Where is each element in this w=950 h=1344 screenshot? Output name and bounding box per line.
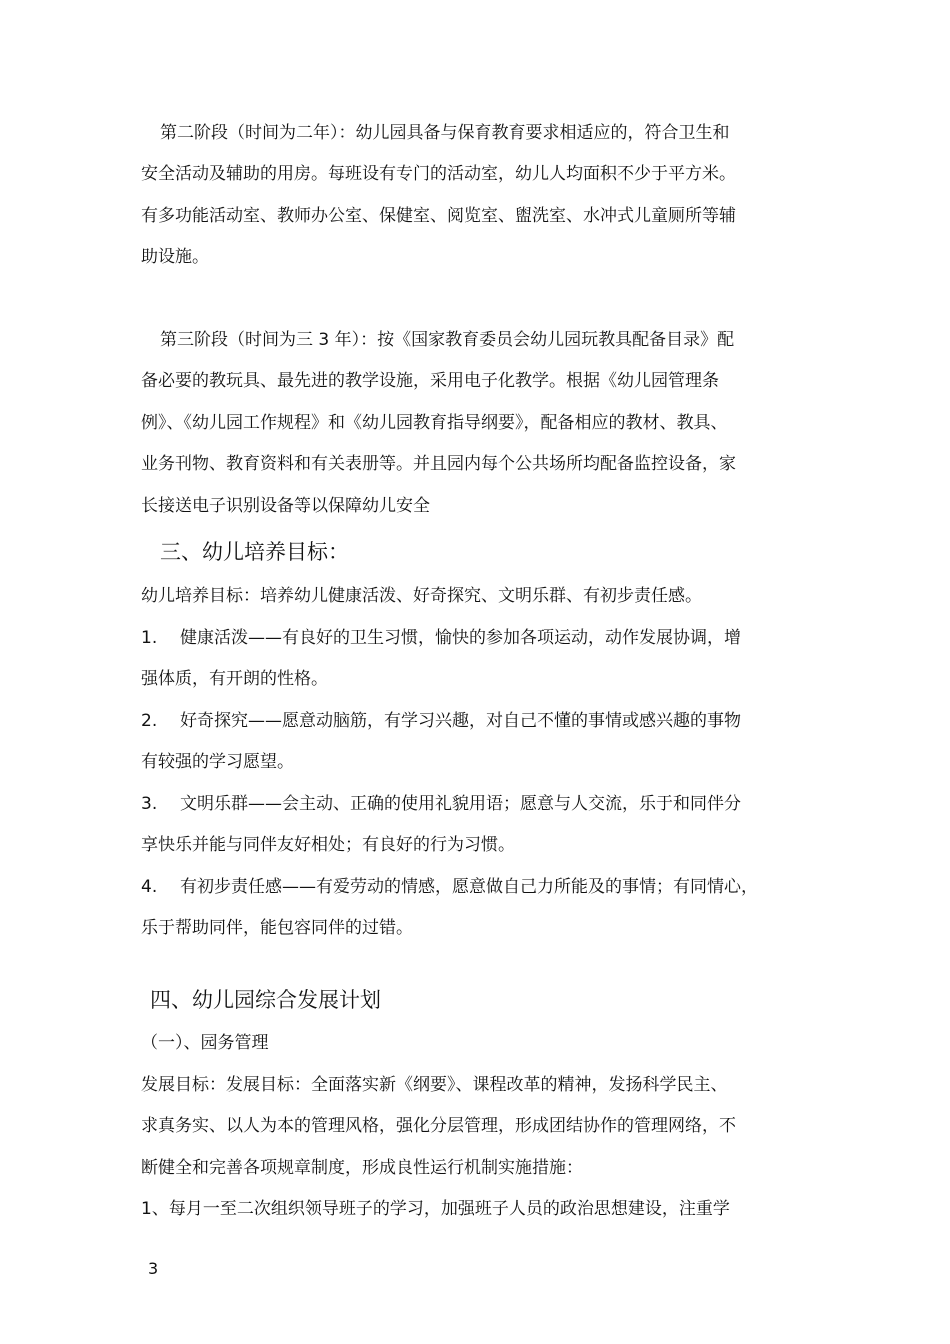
- section3-line: 长接送电子识别设备等以保障幼儿安全: [141, 496, 430, 516]
- dev-line: 发展目标：发展目标：全面落实新《纲要》、课程改革的精神，发扬科学民主、: [141, 1075, 728, 1095]
- goal-number: 4.: [141, 877, 158, 897]
- goal-item: [141, 792, 741, 816]
- page-number: 3: [148, 1259, 159, 1278]
- goal-text: 有初步责任感——有爱劳动的情感，愿意做自己力所能及的事情；有同情心，: [180, 877, 758, 897]
- goal-number: 1.: [141, 628, 158, 648]
- section3-line: 例》、《幼儿园工作规程》和《幼儿园教育指导纲要》，配备相应的教材、教具、: [141, 413, 728, 433]
- goal-text-continued: 乐于帮助同伴，能包容同伴的过错。: [141, 918, 413, 938]
- subheading-administration: （一）、园务管理: [141, 1033, 269, 1053]
- goal-item: [141, 709, 741, 733]
- goal-item: [141, 875, 758, 899]
- section3-line: 备必要的教玩具、最先进的教学设施，采用电子化教学。根据《幼儿园管理条: [141, 371, 719, 391]
- section2-line: 有多功能活动室、教师办公室、保健室、阅览室、盥洗室、水冲式儿童厕所等辅: [141, 206, 736, 226]
- goal-text-continued: 强体质，有开朗的性格。: [141, 669, 328, 689]
- section3-line: 第三阶段（时间为三 3 年）：按《国家教育委员会幼儿园玩教具配备目录》配: [160, 330, 735, 350]
- goal-text: 健康活泼——有良好的卫生习惯，愉快的参加各项运动，动作发展协调，增: [180, 628, 741, 648]
- goal-text-continued: 有较强的学习愿望。: [141, 752, 294, 772]
- goal-text: 文明乐群——会主动、正确的使用礼貌用语；愿意与人交流，乐于和同伴分: [180, 794, 741, 814]
- section3-line: 业务刊物、教育资料和有关表册等。并且园内每个公共场所均配备监控设备，家: [141, 454, 736, 474]
- dev-line: 1、每月一至二次组织领导班子的学习，加强班子人员的政治思想建设，注重学: [141, 1199, 730, 1219]
- dev-line: 断健全和完善各项规章制度，形成良性运行机制实施措施：: [141, 1158, 583, 1178]
- goal-text-continued: 享快乐并能与同伴友好相处；有良好的行为习惯。: [141, 835, 515, 855]
- section2-line: 安全活动及辅助的用房。每班设有专门的活动室，幼儿人均面积不少于平方米。: [141, 164, 736, 184]
- dev-line: 求真务实、以人为本的管理风格，强化分层管理，形成团结协作的管理网络，不: [141, 1116, 736, 1136]
- goal-number: 2.: [141, 711, 158, 731]
- goals-intro: 幼儿培养目标：培养幼儿健康活泼、好奇探究、文明乐群、有初步责任感。: [141, 586, 702, 606]
- heading-training-goals: 三、幼儿培养目标：: [160, 540, 349, 564]
- section2-line: 助设施。: [141, 247, 209, 267]
- heading-development-plan: 四、幼儿园综合发展计划: [150, 988, 381, 1012]
- goal-item: [141, 626, 741, 650]
- section2-line: 第二阶段（时间为二年）：幼儿园具备与保育教育要求相适应的，符合卫生和: [160, 123, 730, 143]
- goal-number: 3.: [141, 794, 158, 814]
- goal-text: 好奇探究——愿意动脑筋，有学习兴趣，对自己不懂的事情或感兴趣的事物: [180, 711, 741, 731]
